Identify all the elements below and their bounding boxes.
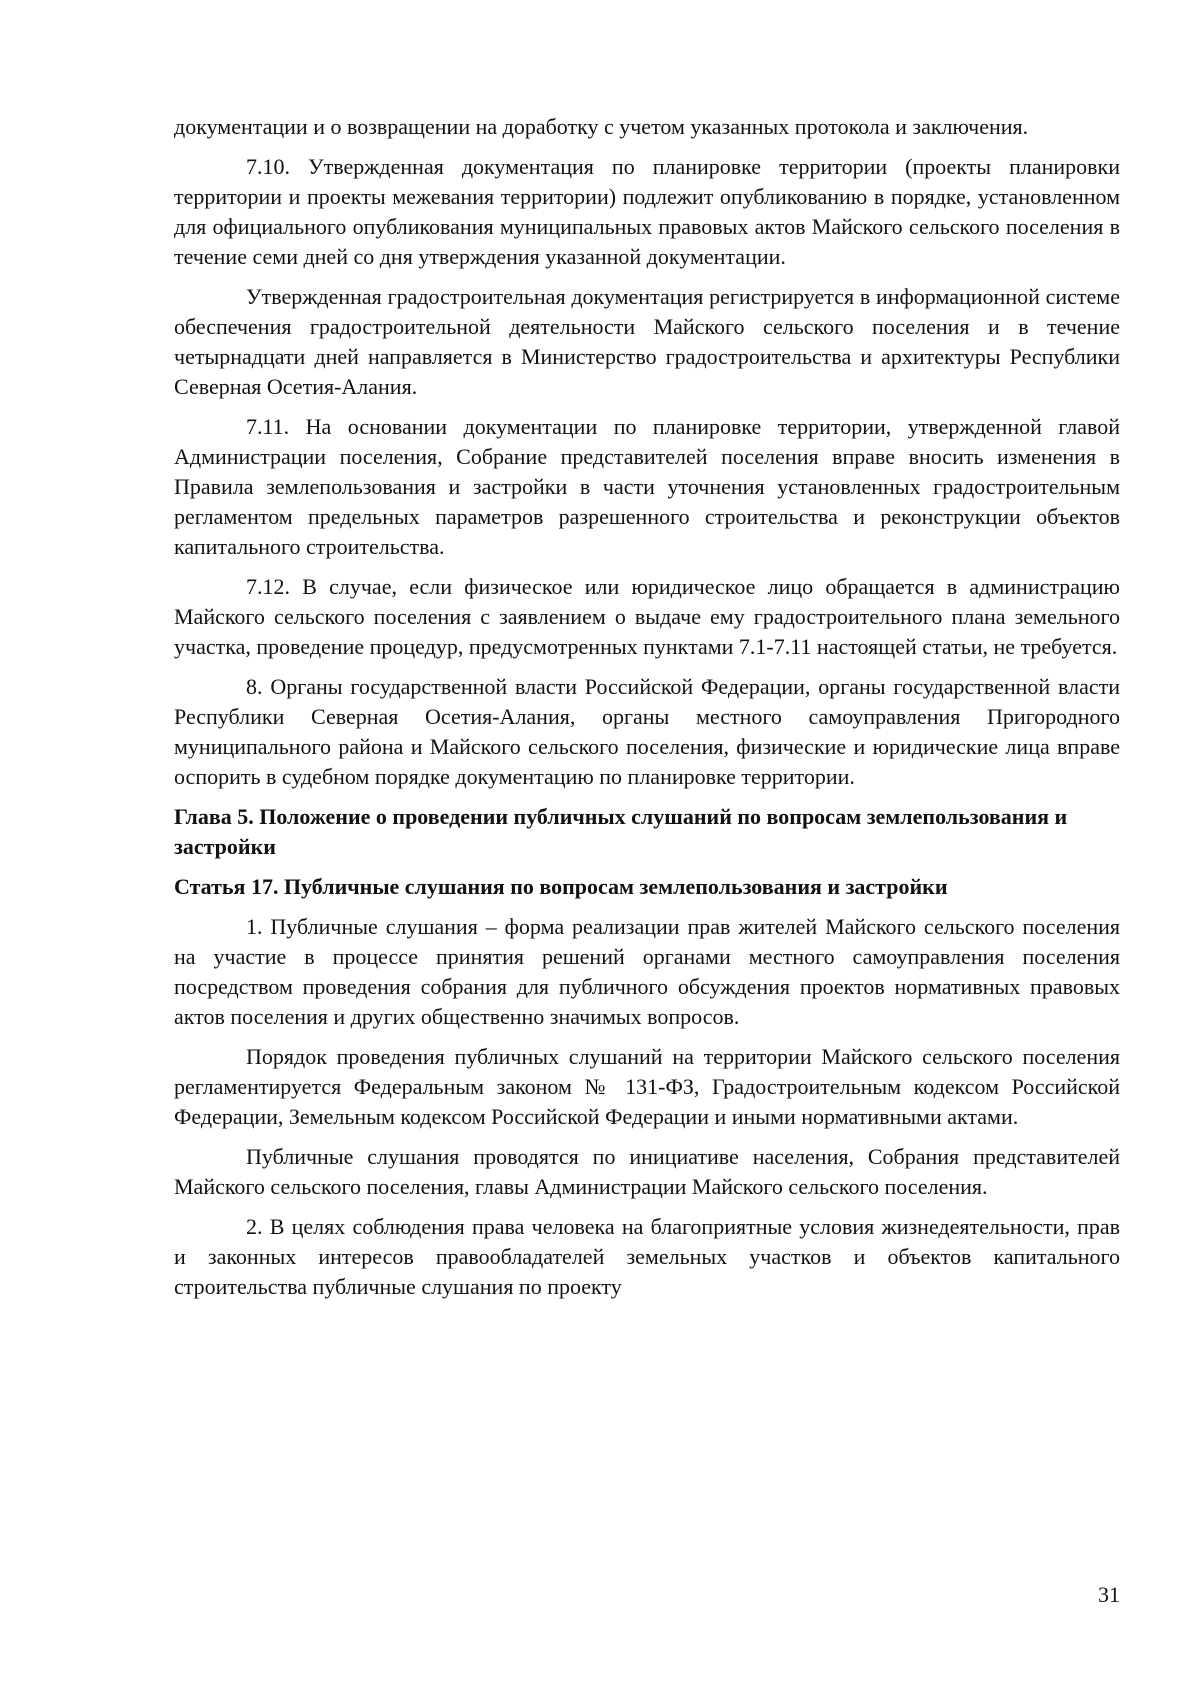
paragraph-7-11: 7.11. На основании документации по планировке территории, утвержденной главой Администрации поселения, Собрание представителей поселения вправе вносить изменения в Правила землепользования и застройки в части уточнения установленных градостроительным регламентом предельных параметров разрешенного строительства и реконструкции объектов капитального строительства. bbox=[174, 414, 1120, 559]
paragraph-8: 8. Органы государственной власти Российской Федерации, органы государственной власти Республики Северная Осетия-Алания, органы местного самоуправления Пригородного муниципального района и Майского сельского поселения, физические и юридические лица вправе оспорить в судебном порядке документацию по планировке территории. bbox=[174, 674, 1120, 789]
article-paragraph-procedure: Порядок проведения публичных слушаний на территории Майского сельского поселения регламентируется Федеральным законом № 131-ФЗ, Градостроительным кодексом Российской Федерации, Земельным кодексом Российской Федерации и иными нормативными актами. bbox=[174, 1044, 1120, 1129]
article-paragraph-1: 1. Публичные слушания – форма реализации прав жителей Майского сельского поселения на участие в процессе принятия решений органами местного самоуправления поселения посредством проведения собрания для публичного обсуждения проектов нормативных правовых актов поселения и других общественно значимых вопросов. bbox=[174, 914, 1120, 1029]
paragraph-7-10: 7.10. Утвержденная документация по планировке территории (проекты планировки территории и проекты межевания территории) подлежит опубликованию в порядке, установленном для официального опубликования муниципальных правовых актов Майского сельского поселения в течение семи дней со дня утверждения указанной документации. bbox=[174, 154, 1120, 269]
page-number: 31 bbox=[1098, 1582, 1120, 1607]
article-paragraph-2: 2. В целях соблюдения права человека на благоприятные условия жизнедеятельности, прав и законных интересов правообладателей земельных участков и объектов капитального строительства публичные слушания по проекту bbox=[174, 1214, 1120, 1299]
article-paragraph-initiative: Публичные слушания проводятся по инициативе населения, Собрания представителей Майского сельского поселения, главы Администрации Майского сельского поселения. bbox=[174, 1144, 1120, 1199]
article-heading: Статья 17. Публичные слушания по вопросам землепользования и застройки bbox=[174, 874, 948, 899]
paragraph-registration: Утвержденная градостроительная документация регистрируется в информационной системе обеспечения градостроительной деятельности Майского сельского поселения и в течение четырнадцати дней направляется в Министерство градостроительства и архитектуры Республики Северная Осетия-Алания. bbox=[174, 284, 1120, 399]
chapter-heading: Глава 5. Положение о проведении публичных слушаний по вопросам землепользования и застройки bbox=[174, 804, 1068, 859]
paragraph-7-12: 7.12. В случае, если физическое или юридическое лицо обращается в администрацию Майского сельского поселения с заявлением о выдаче ему градостроительного плана земельного участка, проведение процедур, предусмотренных пунктами 7.1-7.11 настоящей статьи, не требуется. bbox=[174, 574, 1120, 659]
document-page bbox=[174, 112, 1120, 1312]
paragraph-continuation: документации и о возвращении на доработку с учетом указанных протокола и заключения. bbox=[174, 114, 1029, 139]
